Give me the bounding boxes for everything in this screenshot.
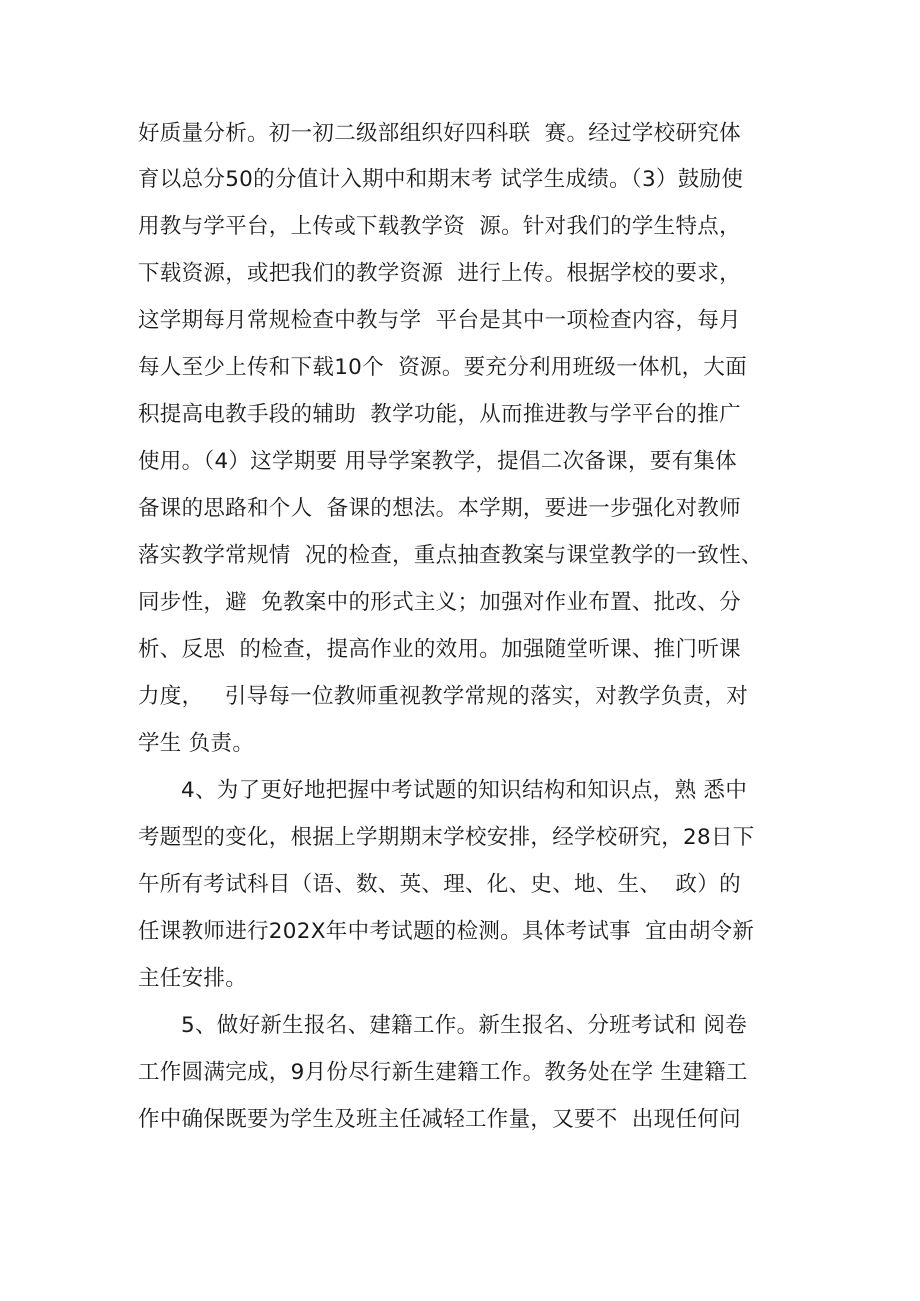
text-line: 午所有考试科目（语、数、英、理、化、史、地、生、 政）的: [138, 872, 741, 897]
text-line: 同步性，避 免教案中的形式主义；加强对作业布置、批改、分: [138, 590, 741, 615]
text-line: 备课的思路和个人 备课的想法。本学期，要进一步强化对教师: [138, 496, 741, 521]
text-line: 积提高电教手段的辅助 教学功能，从而推进教与学平台的推广: [138, 402, 741, 427]
paragraph-5-first-line: 5、做好新生报名、建籍工作。新生报名、分班考试和 阅卷: [181, 1013, 748, 1038]
text-line: 这学期每月常规检查中教与学 平台是其中一项检查内容，每月: [138, 308, 741, 333]
text-line: 用教与学平台，上传或下载教学资 源。针对我们的学生特点，: [138, 214, 741, 239]
text-line: 使用。（4）这学期要 用导学案教学，提倡二次备课，要有集体: [138, 449, 737, 474]
text-line: 主任安排。: [138, 966, 248, 991]
paragraph-4-first-line: 4、为了更好地把握中考试题的知识结构和知识点，熟 悉中: [181, 778, 748, 803]
text-line: 作中确保既要为学生及班主任减轻工作量，又要不 出现任何问: [138, 1107, 741, 1132]
text-line: 析、反思 的检查，提高作业的效用。加强随堂听课、推门听课: [138, 637, 741, 662]
text-line: 学生 负责。: [138, 731, 255, 756]
text-line: 落实教学常规情 况的检查，重点抽查教案与课堂教学的一致性、: [138, 543, 763, 568]
text-line: 任课教师进行202X年中考试题的检测。具体考试事 宜由胡令新: [138, 919, 755, 944]
text-line: 工作圆满完成，9月份尽行新生建籍工作。教务处在学 生建籍工: [138, 1060, 748, 1085]
text-line: 每人至少上传和下载10个 资源。要充分利用班级一体机，大面: [138, 355, 748, 380]
text-line: 力度， 引导每一位教师重视教学常规的落实，对教学负责，对: [138, 684, 749, 709]
text-line: 育以总分50的分值计入期中和期末考 试学生成绩。（3）鼓励使: [138, 167, 744, 192]
text-line: 考题型的变化，根据上学期期末学校安排，经学校研究，28日下: [138, 825, 755, 850]
text-line: 下载资源，或把我们的教学资源 进行上传。根据学校的要求，: [138, 261, 741, 286]
text-line: 好质量分析。初一初二级部组织好四科联 赛。经过学校研究体: [138, 121, 741, 146]
